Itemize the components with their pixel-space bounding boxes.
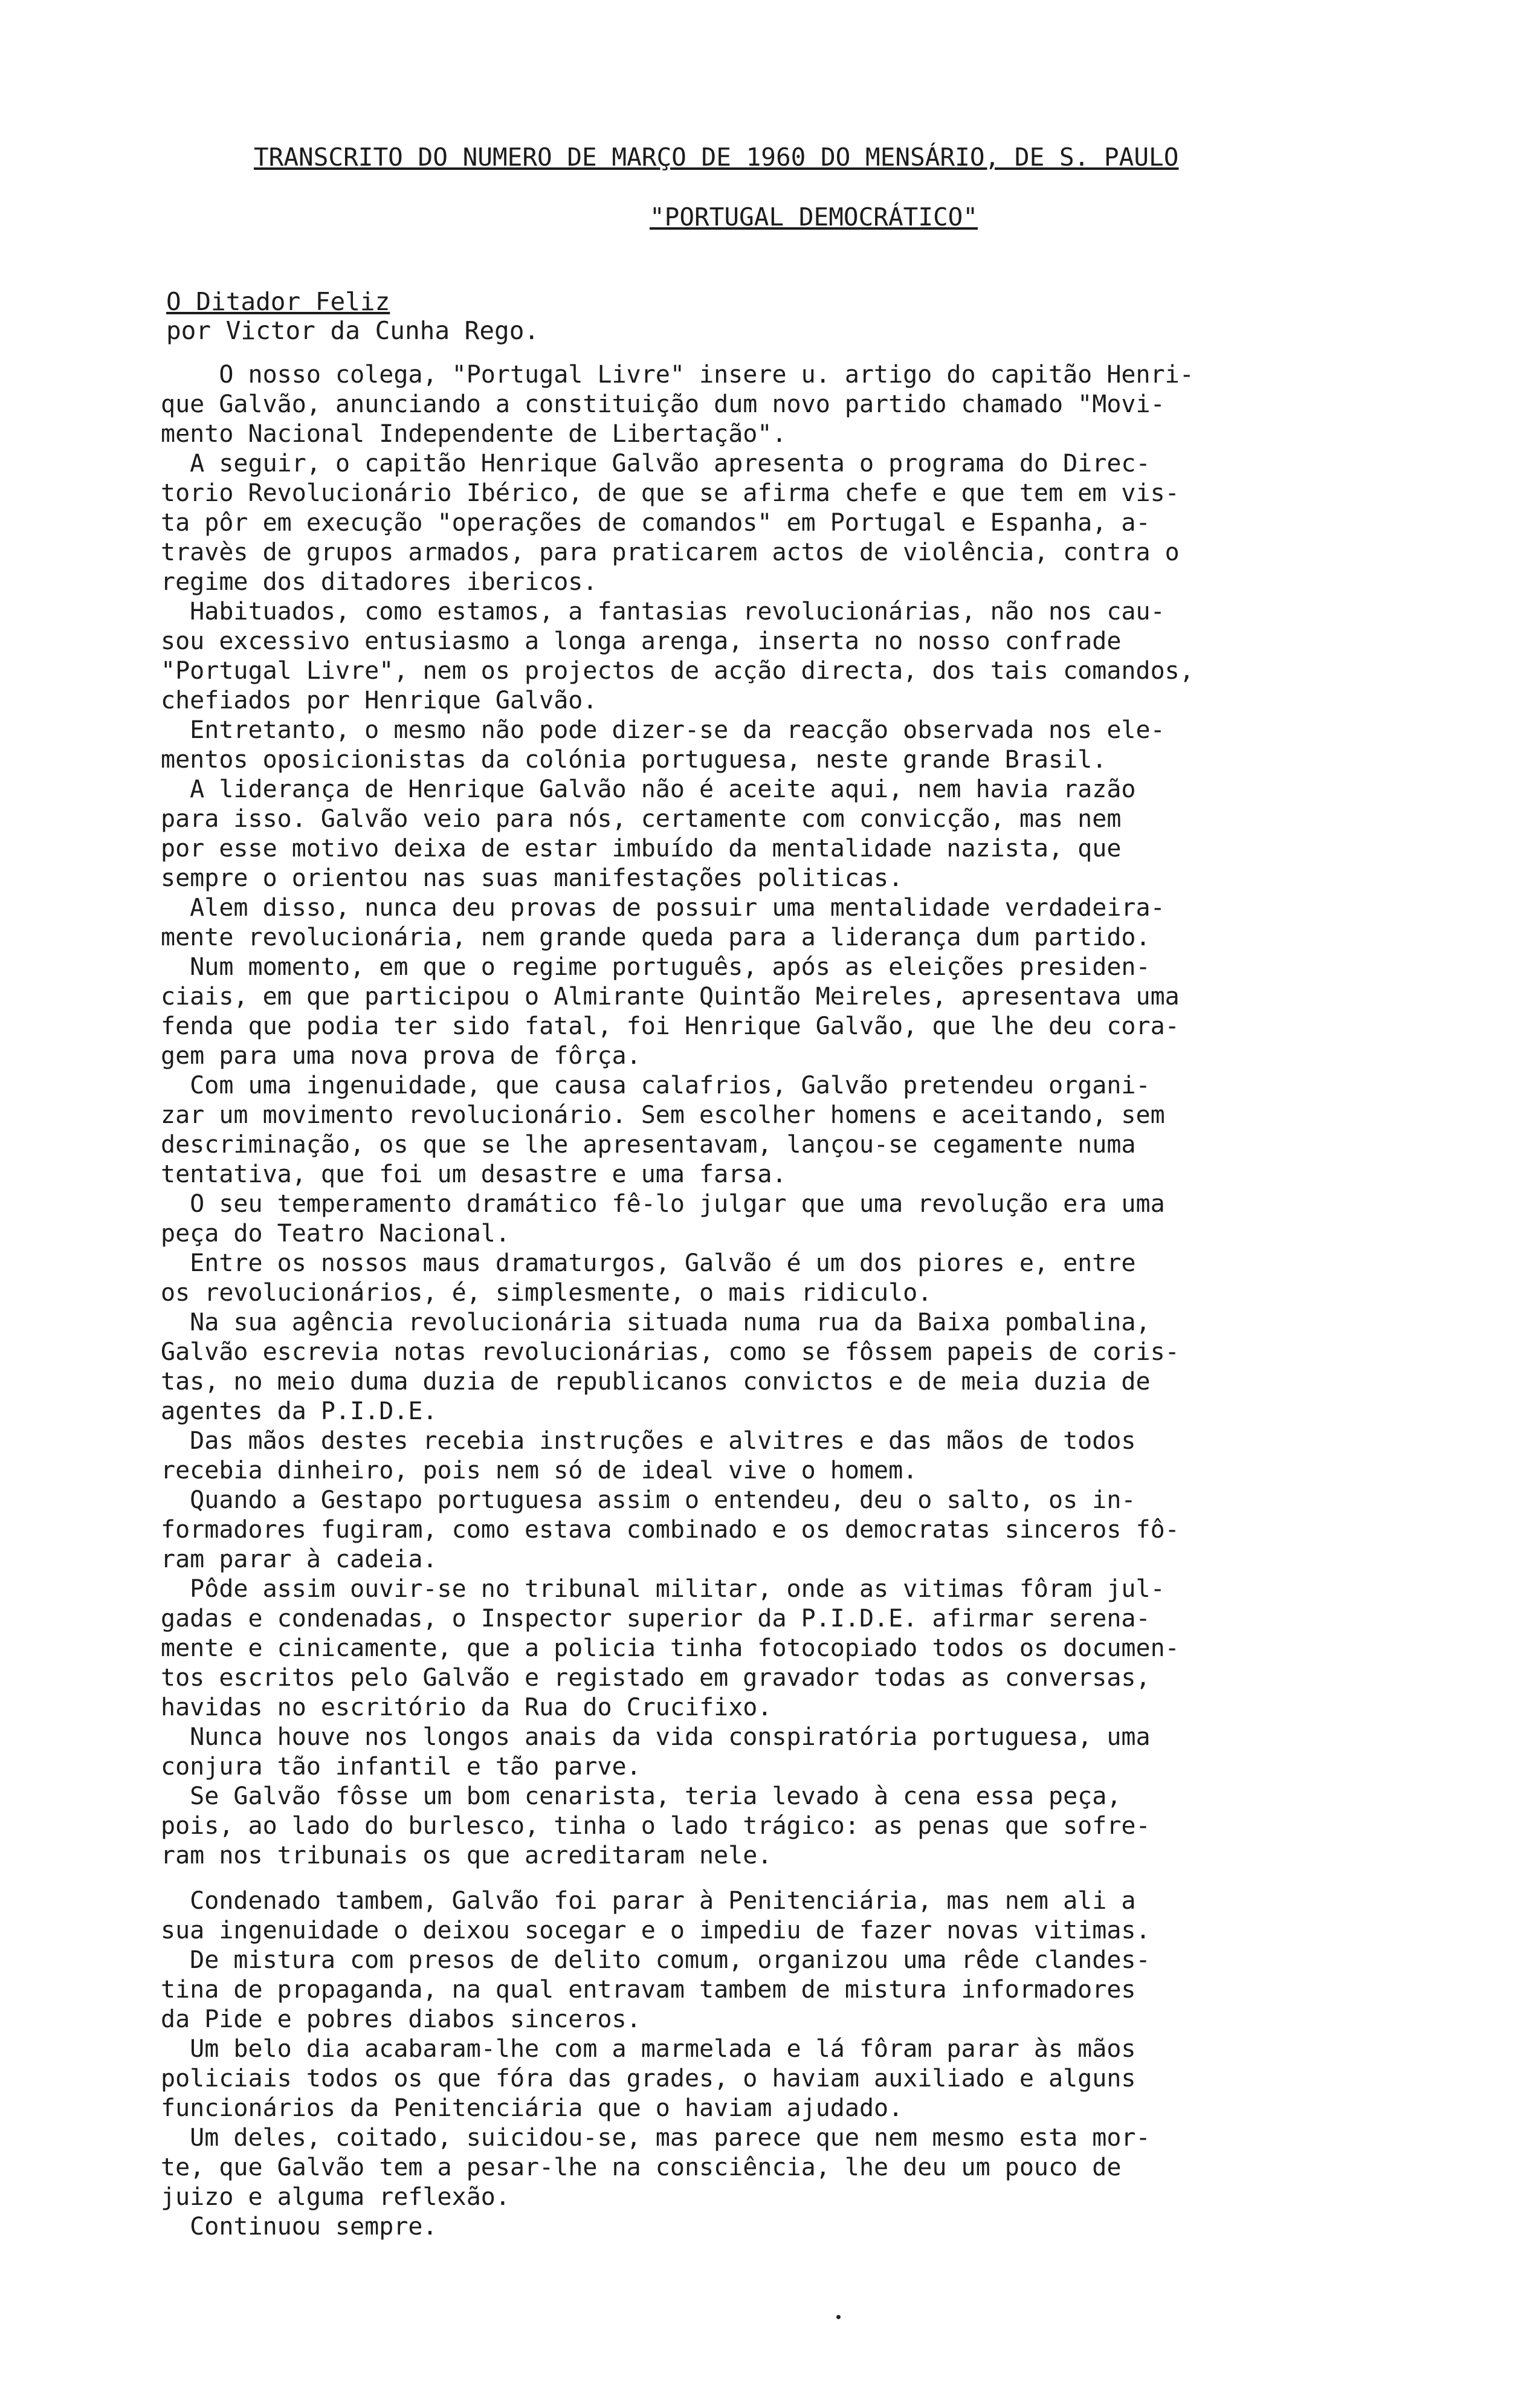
article-line: descriminação, os que se lhe apresentavam, lançou-se cegamente numa [161, 1131, 1136, 1159]
article-line: Alem disso, nunca deu provas de possuir uma mentalidade verdadeira- [161, 894, 1165, 922]
article-line: gadas e condenadas, o Inspector superior da P.I.D.E. afirmar serena- [161, 1605, 1151, 1633]
article-line: Um deles, coitado, suicidou-se, mas parece que nem mesmo esta mor- [161, 2124, 1151, 2152]
article-line: tina de propaganda, na qual entravam tambem de mistura informadores [161, 1976, 1136, 2004]
article-line: havidas no escritório da Rua do Crucifixo. [161, 1694, 772, 1721]
article-line: que Galvão, anunciando a constituição dum novo partido chamado "Movi- [161, 390, 1165, 418]
article-byline: por Victor da Cunha Rego. [166, 316, 540, 345]
article-line: mentos oposicionistas da colónia portuguesa, neste grande Brasil. [161, 746, 1107, 774]
article-line: mento Nacional Independente de Libertação". [161, 420, 787, 448]
article-line: Continuou sempre. [161, 2213, 438, 2241]
article-line: chefiados por Henrique Galvão. [161, 687, 598, 714]
article-line: tas, no meio duma duzia de republicanos convictos e de meia duzia de [161, 1368, 1151, 1396]
article-line: ram nos tribunais os que acreditaram nele. [161, 1842, 772, 1869]
article-line: "Portugal Livre", nem os projectos de acção directa, dos tais comandos, [161, 657, 1194, 685]
newspaper-name: "PORTUGAL DEMOCRÁTICO" [650, 202, 978, 231]
article-line: A seguir, o capitão Henrique Galvão apresenta o programa do Direc- [161, 450, 1151, 477]
article-line: tos escritos pelo Galvão e registado em gravador todas as conversas, [161, 1664, 1151, 1692]
article-line: conjura tão infantil e tão parve. [161, 1753, 641, 1781]
article-line: Das mãos destes recebia instruções e alvitres e das mãos de todos [161, 1427, 1136, 1455]
article-line: travès de grupos armados, para praticarem actos de violência, contra o [161, 539, 1180, 566]
article-line: Se Galvão fôsse um bom cenarista, teria levado à cena essa peça, [161, 1782, 1122, 1810]
article-line: juizo e alguma reflexão. [161, 2183, 510, 2211]
article-line: O nosso colega, "Portugal Livre" insere u. artigo do capitão Henri- [161, 361, 1194, 389]
article-line: Galvão escrevia notas revolucionárias, como se fôssem papeis de coris- [161, 1338, 1180, 1366]
article-line: da Pide e pobres diabos sinceros. [161, 2005, 641, 2033]
article-line: Entretanto, o mesmo não pode dizer-se da reacção observada nos ele- [161, 716, 1165, 744]
article-line: fenda que podia ter sido fatal, foi Henrique Galvão, que lhe deu cora- [161, 1012, 1180, 1040]
article-line: ciais, em que participou o Almirante Quintão Meireles, apresentava uma [161, 983, 1180, 1011]
article-line: De mistura com presos de delito comum, organizou uma rêde clandes- [161, 1946, 1151, 1974]
article-line: Com uma ingenuidade, que causa calafrios, Galvão pretendeu organi- [161, 1072, 1151, 1099]
article-line: por esse motivo deixa de estar imbuído da mentalidade nazista, que [161, 835, 1122, 863]
article-line: torio Revolucionário Ibérico, de que se afirma chefe e que tem em vis- [161, 479, 1180, 507]
article-line: mente revolucionária, nem grande queda para a liderança dum partido. [161, 924, 1151, 951]
article-line: sua ingenuidade o deixou socegar e o impediu de fazer novas vitimas. [161, 1917, 1151, 1944]
article-line: ta pôr em execução "operações de comandos" em Portugal e Espanha, a- [161, 509, 1151, 537]
article-line: Condenado tambem, Galvão foi parar à Penitenciária, mas nem ali a [161, 1887, 1136, 1915]
article-line: Um belo dia acabaram-lhe com a marmelada e lá fôram parar às mãos [161, 2035, 1136, 2063]
article-line: ram parar à cadeia. [161, 1545, 438, 1573]
page-speck [836, 2315, 841, 2319]
article-line: funcionários da Penitenciária que o haviam ajudado. [161, 2094, 903, 2122]
article-line: Pôde assim ouvir-se no tribunal militar, onde as vitimas fôram jul- [161, 1575, 1165, 1603]
article-line: A liderança de Henrique Galvão não é aceite aqui, nem havia razão [161, 775, 1136, 803]
article-line: pois, ao lado do burlesco, tinha o lado trágico: as penas que sofre- [161, 1812, 1151, 1840]
article-line: agentes da P.I.D.E. [161, 1397, 438, 1425]
article-line: Na sua agência revolucionária situada numa rua da Baixa pombalina, [161, 1309, 1151, 1336]
article-line: recebia dinheiro, pois nem só de ideal vive o homem. [161, 1457, 918, 1484]
article-line: regime dos ditadores ibericos. [161, 568, 598, 596]
article-line: mente e cinicamente, que a policia tinha fotocopiado todos os documen- [161, 1634, 1180, 1662]
article-line: policiais todos os que fóra das grades, o haviam auxiliado e alguns [161, 2065, 1136, 2092]
article-line: peça do Teatro Nacional. [161, 1220, 510, 1248]
article-line: tentativa, que foi um desastre e uma farsa. [161, 1160, 787, 1188]
article-line: Quando a Gestapo portuguesa assim o entendeu, deu o salto, os in- [161, 1486, 1136, 1514]
article-line: Num momento, em que o regime português, após as eleições presiden- [161, 953, 1151, 981]
article-line: Nunca houve nos longos anais da vida conspiratória portuguesa, uma [161, 1723, 1151, 1751]
article-line: sou excessivo entusiasmo a longa arenga, inserta no nosso confrade [161, 627, 1122, 655]
article-title: O Ditador Feliz [166, 287, 390, 316]
article-line: Entre os nossos maus dramaturgos, Galvão é um dos piores e, entre [161, 1249, 1136, 1277]
article-line: zar um movimento revolucionário. Sem escolher homens e aceitando, sem [161, 1101, 1165, 1129]
transcription-header: TRANSCRITO DO NUMERO DE MARÇO DE 1960 DO MENSÁRIO, DE S. PAULO [254, 143, 1179, 172]
article-line: para isso. Galvão veio para nós, certamente com convicção, mas nem [161, 805, 1122, 833]
article-line: O seu temperamento dramático fê-lo julgar que uma revolução era uma [161, 1190, 1165, 1218]
article-line: Habituados, como estamos, a fantasias revolucionárias, não nos cau- [161, 598, 1165, 626]
article-line: os revolucionários, é, simplesmente, o mais ridiculo. [161, 1279, 932, 1307]
article-line: sempre o orientou nas suas manifestações politicas. [161, 864, 903, 892]
article-line: gem para uma nova prova de fôrça. [161, 1042, 641, 1070]
article-line: formadores fugiram, como estava combinado e os democratas sinceros fô- [161, 1516, 1180, 1544]
article-line: te, que Galvão tem a pesar-lhe na consciência, lhe deu um pouco de [161, 2154, 1122, 2181]
article-body [161, 360, 1508, 2242]
